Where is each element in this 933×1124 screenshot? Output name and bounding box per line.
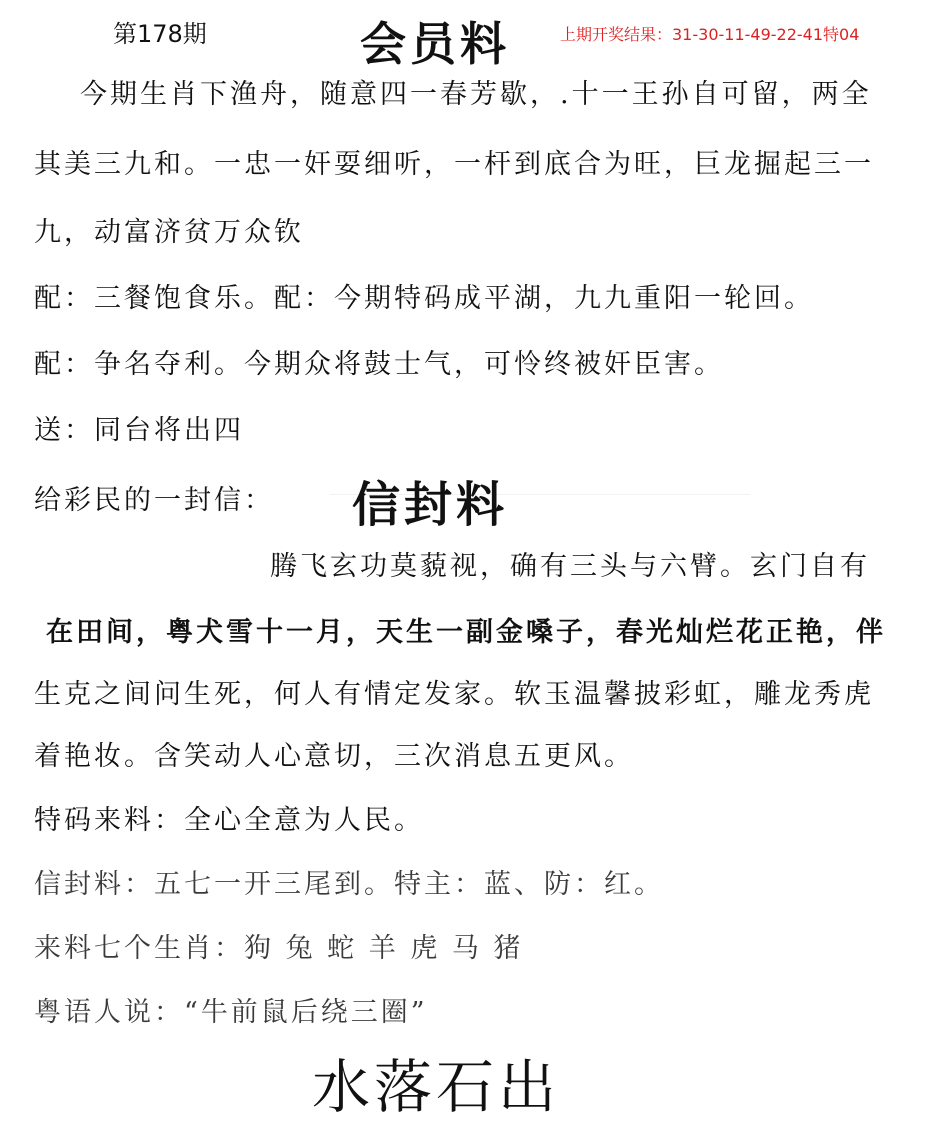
envelope-line-4: 着艳妆。含笑动人心意切，三次消息五更风。 (34, 741, 634, 772)
saying-line: 粤语人说：“牛前鼠后绕三圈” (34, 997, 428, 1028)
poem-line-2: 其美三九和。一忠一奸耍细听，一杆到底合为旺，巨龙掘起三一 (34, 149, 874, 180)
envelope-line-3: 生克之间问生死，何人有情定发家。软玉温馨披彩虹，雕龙秀虎 (34, 679, 874, 710)
page-title: 会员料 (360, 17, 510, 71)
pair-line-1: 配：三餐饱食乐。配：今期特码成平湖，九九重阳一轮回。 (34, 283, 814, 314)
pair-line-2: 配：争名夺利。今期众将鼓士气，可怜终被奸臣害。 (34, 349, 724, 380)
envelope-label: 给彩民的一封信： (34, 485, 274, 516)
special-code-line: 特码来料：全心全意为人民。 (34, 805, 424, 836)
poem-line-3: 九，动富济贫万众钦 (34, 217, 304, 248)
envelope-code-line: 信封料：五七一开三尾到。特主：蓝、防：红。 (34, 869, 664, 900)
envelope-line-2: 在田间，粤犬雪十一月，天生一副金嗓子，春光灿烂花正艳，伴 (46, 617, 886, 648)
envelope-line-1: 腾飞玄功莫藐视，确有三头与六臂。玄门自有 (270, 551, 870, 582)
closing-phrase: 水落石出 (312, 1053, 561, 1121)
last-draw-result: 上期开奖结果：31-30-11-49-22-41特04 (560, 25, 860, 44)
poem-line-1: 今期生肖下渔舟，随意四一春芳歇，.十一王孙自可留，两全 (80, 79, 872, 110)
zodiac-line: 来料七个生肖：狗 兔 蛇 羊 虎 马 猪 (34, 933, 524, 964)
send-line: 送：同台将出四 (34, 415, 244, 446)
envelope-title: 信封料 (352, 477, 509, 533)
issue-number: 第178期 (113, 20, 207, 48)
